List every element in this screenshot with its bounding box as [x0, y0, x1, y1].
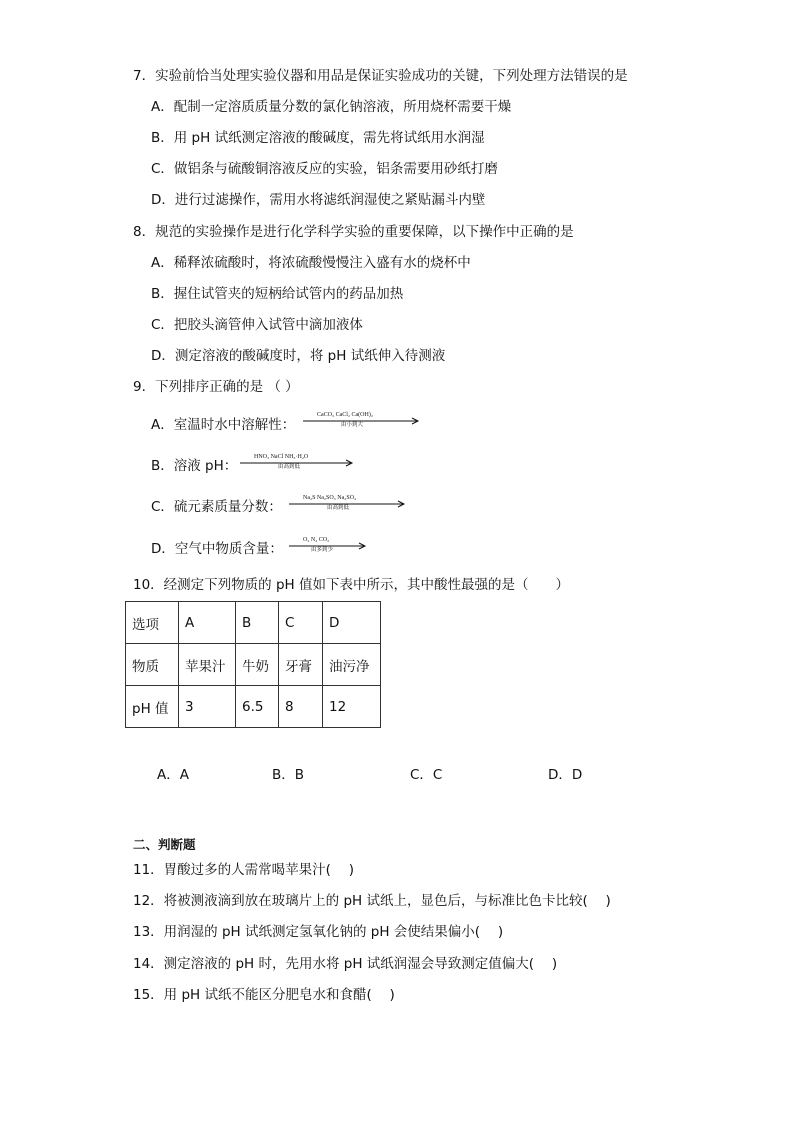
- q9-option-c-label: C．硫元素质量分数：: [151, 499, 282, 515]
- q9-option-b-formulas: HNO₃ NaCl NH₃·H₂O: [254, 454, 309, 460]
- table-cell: A: [179, 602, 236, 644]
- table-cell: 12: [323, 686, 381, 728]
- judge-item-11: 11．胃酸过多的人需常喝苹果汁( ): [133, 862, 355, 878]
- judge-item-13: 13．用润湿的 pH 试纸测定氢氧化钠的 pH 会使结果偏小( ): [133, 924, 504, 940]
- section-heading: 二、判断题: [133, 837, 196, 852]
- q7-stem: 7．实验前恰当处理实验仪器和用品是保证实验成功的关键，下列处理方法错误的是: [133, 68, 628, 84]
- q9-option-b-order: 由高到低: [278, 464, 301, 470]
- table-cell: 油污净: [323, 644, 381, 686]
- q10-option-a: A．A: [157, 767, 189, 783]
- q7-option-d: D．进行过滤操作，需用水将滤纸润湿使之紧贴漏斗内壁: [151, 192, 486, 208]
- q8-stem: 8．规范的实验操作是进行化学科学实验的重要保障，以下操作中正确的是: [133, 224, 574, 240]
- q7-option-a: A．配制一定溶质质量分数的氯化钠溶液，所用烧杯需要干燥: [151, 99, 512, 115]
- table-cell: 牛奶: [236, 644, 279, 686]
- table-row: [126, 686, 381, 728]
- q10-option-c: C．C: [410, 767, 443, 783]
- table-cell: B: [236, 602, 279, 644]
- q8-option-c: C．把胶头滴管伸入试管中滴加液体: [151, 317, 363, 333]
- q10-option-b: B．B: [272, 767, 305, 783]
- q7-option-c: C．做铝条与硫酸铜溶液反应的实验，铝条需要用砂纸打磨: [151, 161, 498, 177]
- q9-option-c-order: 由高到低: [327, 505, 350, 511]
- judge-item-15: 15．用 pH 试纸不能区分肥皂水和食醋( ): [133, 987, 395, 1003]
- q8-option-d: D．测定溶液的酸碱度时，将 pH 试纸伸入待测液: [151, 348, 446, 364]
- table-cell: 6.5: [236, 686, 279, 728]
- ph-table: [125, 601, 381, 728]
- table-cell: 牙膏: [279, 644, 323, 686]
- q8-option-a: A．稀释浓硫酸时，将浓硫酸慢慢注入盛有水的烧杯中: [151, 255, 471, 271]
- q9-option-a-label: A．室温时水中溶解性：: [151, 417, 296, 433]
- table-cell: 3: [179, 686, 236, 728]
- q9-option-b-label: B．溶液 pH：: [151, 458, 238, 474]
- q9-option-d-formulas: O₂ N₂ CO₂: [303, 537, 330, 543]
- q10-option-d: D．D: [548, 767, 583, 783]
- judge-item-14: 14．测定溶液的 pH 时，先用水将 pH 试纸润湿会导致测定值偏大( ): [133, 956, 558, 972]
- q9-option-d-label: D．空气中物质含量：: [151, 541, 283, 557]
- q9-option-c-formulas: Na₂S Na₂SO₃ Na₂SO₄: [303, 495, 357, 501]
- q8-option-b: B．握住试管夹的短柄给试管内的药品加热: [151, 286, 404, 302]
- table-cell: 物质: [126, 644, 179, 686]
- table-cell: D: [323, 602, 381, 644]
- q7-option-b: B．用 pH 试纸测定溶液的酸碱度，需先将试纸用水润湿: [151, 130, 485, 146]
- judge-item-12: 12．将被测液滴到放在玻璃片上的 pH 试纸上，显色后，与标准比色卡比较( ): [133, 893, 611, 909]
- table-row: [126, 602, 381, 644]
- q9-option-a-formulas: CaCO₃ CaCl₂ Ca(OH)₂: [317, 412, 373, 418]
- table-cell: 苹果汁: [179, 644, 236, 686]
- table-cell: 选项: [126, 602, 179, 644]
- table-cell: C: [279, 602, 323, 644]
- q9-option-d-order: 由多到少: [311, 547, 334, 553]
- q9-option-a-order: 由小到大: [341, 422, 364, 428]
- q9-stem: 9．下列排序正确的是 （ ）: [133, 379, 299, 395]
- table-row: [126, 644, 381, 686]
- q10-stem: 10．经测定下列物质的 pH 值如下表中所示，其中酸性最强的是（ ）: [133, 577, 569, 593]
- table-cell: 8: [279, 686, 323, 728]
- table-cell: pH 值: [126, 686, 179, 728]
